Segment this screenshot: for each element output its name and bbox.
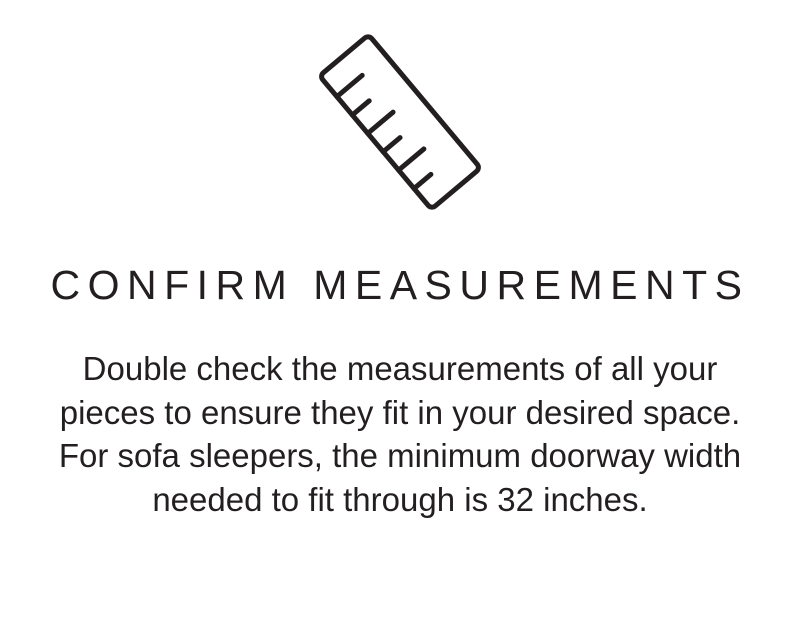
ruler-icon	[285, 22, 515, 222]
body-text: Double check the measurements of all your pieces to ensure they fit in your desired space. For sofa sleepers, the minimum doorway width needed to fit through is 32 inches.	[58, 350, 742, 518]
page-title: CONFIRM MEASUREMENTS	[50, 262, 750, 308]
